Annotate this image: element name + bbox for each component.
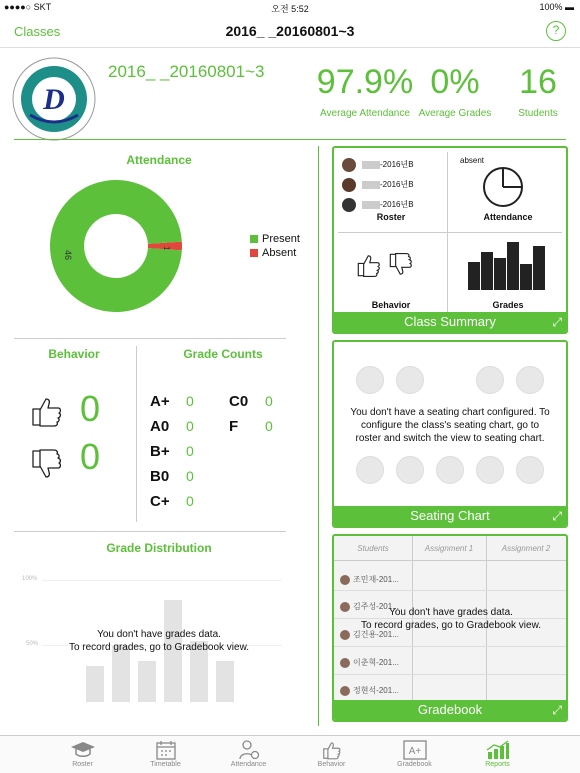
tab-roster-label: Roster — [72, 761, 93, 768]
battery-text: 100% ▬ — [539, 2, 574, 12]
avatar — [342, 178, 356, 192]
class-summary-title: Class Summary — [404, 314, 496, 329]
expand-icon[interactable]: ⤢ — [552, 703, 562, 717]
bar-chart-icon — [468, 242, 546, 290]
present-swatch — [250, 235, 258, 243]
grade-row: F 0 — [229, 418, 273, 435]
average-grades-label: Average Grades — [418, 108, 492, 119]
tab-behavior-label: Behavior — [317, 761, 346, 768]
seat-placeholder — [476, 366, 504, 394]
seat-placeholder — [516, 366, 544, 394]
divider-grades — [14, 531, 286, 532]
absent-swatch — [250, 249, 258, 257]
grade-row: B0 0 — [150, 468, 194, 485]
legend-absent-label: Absent — [262, 247, 297, 259]
gradebook-col-assignment1: Assignment 1 — [424, 544, 474, 553]
gradebook-message-line1: You don't have grades data. — [389, 607, 513, 618]
average-grades-value: 0% — [430, 63, 480, 101]
tab-bar — [0, 735, 580, 773]
legend-present-label: Present — [262, 233, 300, 245]
tab-reports-label: Reports — [485, 761, 510, 768]
present-count-label: 46 — [63, 250, 73, 261]
status-bar — [0, 0, 580, 16]
seat-placeholder — [356, 366, 384, 394]
average-attendance-value: 97.9% — [316, 63, 414, 101]
placeholder-bar — [112, 646, 130, 702]
tab-attendance-label: Attendance — [230, 761, 267, 768]
svg-text:D: D — [43, 83, 65, 116]
grid-line-top — [42, 580, 282, 581]
expand-icon[interactable]: ⤢ — [552, 315, 562, 329]
reports-chart-icon — [486, 740, 510, 760]
gradebook-row: 정현석-201... — [340, 685, 399, 696]
seating-chart-title: Seating Chart — [410, 508, 490, 523]
legend-present — [250, 233, 300, 245]
summary-attendance-label: Attendance — [483, 212, 533, 222]
page-title: 2016_ _20160801~3 — [225, 23, 355, 39]
seat-placeholder — [436, 456, 464, 484]
grade-counts-title: Grade Counts — [183, 347, 263, 361]
seat-placeholder — [356, 456, 384, 484]
tick-label-mid: 50% — [26, 641, 39, 647]
placeholder-bar — [138, 661, 156, 702]
roster-preview-item: -2016년B — [342, 198, 414, 218]
seating-chart-bar — [334, 506, 566, 526]
gradebook-message-line2: To record grades, go to Gradebook view. — [360, 620, 542, 631]
average-attendance-stat — [316, 62, 414, 119]
thumbs-up-icon — [322, 740, 342, 760]
tab-behavior[interactable] — [290, 736, 373, 773]
tab-gradebook[interactable] — [373, 736, 456, 773]
gradebook-row: 이춘혁-201... — [340, 657, 399, 668]
grade-row: A0 0 — [150, 418, 194, 435]
attendance-donut-chart — [48, 178, 184, 314]
school-logo — [12, 57, 96, 141]
divider-behavior-grades — [136, 346, 137, 522]
divider-attendance — [14, 338, 286, 339]
clock-text: 오전 5:52 — [271, 4, 309, 14]
seat-placeholder — [516, 456, 544, 484]
tab-timetable[interactable] — [124, 736, 207, 773]
tab-roster[interactable] — [41, 736, 124, 773]
gradebook-title: Gradebook — [417, 702, 483, 717]
svg-text:A+: A+ — [408, 746, 421, 757]
seat-placeholder — [476, 456, 504, 484]
absent-count-label: 1 — [162, 246, 171, 251]
roster-preview-item: -2016년B — [342, 178, 414, 198]
roster-preview — [342, 158, 414, 218]
placeholder-bar — [216, 661, 234, 702]
attendance-person-icon — [239, 740, 259, 760]
class-summary-bar — [334, 312, 566, 332]
summary-roster-label: Roster — [376, 212, 406, 222]
gradebook-icon — [403, 740, 427, 760]
gradebook-header-line — [334, 560, 568, 561]
summary-grades-label: Grades — [492, 300, 524, 310]
grade-row: C0 0 — [229, 393, 273, 410]
gradebook-row: 김건용-201... — [340, 629, 399, 640]
class-name: 2016_ _20160801~3 — [108, 62, 265, 81]
summary-vdivider — [447, 152, 448, 312]
gradebook-empty-message — [334, 606, 568, 632]
seat-placeholder — [396, 456, 424, 484]
avatar — [342, 158, 356, 172]
grade-row: C+ 0 — [150, 493, 194, 510]
help-icon[interactable]: ? — [546, 21, 566, 41]
placeholder-bar — [86, 666, 104, 702]
seat-placeholder — [396, 366, 424, 394]
average-grades-stat — [412, 62, 498, 119]
navigation-bar — [0, 16, 580, 48]
gradebook-row: 김주성-201... — [340, 601, 399, 612]
expand-icon[interactable]: ⤢ — [552, 509, 562, 523]
gradebook-card[interactable] — [332, 534, 568, 722]
grade-distribution-message-line2: To record grades, go to Gradebook view. — [68, 642, 250, 653]
column-divider — [318, 146, 319, 726]
average-attendance-label: Average Attendance — [320, 108, 410, 119]
graduation-cap-icon — [70, 741, 96, 759]
pie-chart-icon — [482, 166, 524, 208]
calendar-icon — [156, 740, 176, 760]
class-summary-card[interactable] — [332, 146, 568, 334]
grade-distribution-empty-message — [14, 628, 304, 654]
gradebook-col-students: Students — [357, 544, 389, 553]
tab-timetable-label: Timetable — [150, 761, 181, 768]
grade-counts-right-list — [229, 393, 273, 443]
avatar — [342, 198, 356, 212]
attendance-panel-title: Attendance — [126, 153, 192, 167]
gradebook-row: 조민재-201... — [340, 574, 399, 585]
grade-row: A+ 0 — [150, 393, 194, 410]
summary-hdivider — [338, 232, 562, 233]
header-divider — [14, 139, 566, 140]
carrier-text: ●●●●○ SKT — [4, 2, 52, 12]
positive-behavior-count: 0 — [80, 388, 101, 429]
seating-chart-empty-message: You don't have a seating chart configured. To configure the class's seating chart, go to roster and switch the view to seating chart. — [350, 407, 550, 444]
behavior-panel-title: Behavior — [48, 347, 100, 361]
classes-back-button[interactable]: Classes — [14, 24, 61, 39]
students-label: Students — [518, 108, 558, 119]
grade-distribution-message-line1: You don't have grades data. — [97, 629, 221, 640]
gradebook-col-assignment2: Assignment 2 — [501, 544, 551, 553]
thumbs-down-icon — [388, 252, 414, 278]
grade-row: B+ 0 — [150, 443, 194, 460]
grade-counts-left-list — [150, 393, 194, 518]
negative-behavior-count: 0 — [80, 436, 101, 477]
tick-label-top: 100% — [22, 576, 38, 582]
tab-reports[interactable] — [456, 736, 539, 773]
grade-distribution-title: Grade Distribution — [106, 541, 212, 555]
thumbs-down-icon — [30, 448, 64, 482]
summary-absent-label: absent — [460, 156, 485, 165]
seating-chart-card[interactable] — [332, 340, 568, 528]
tab-attendance[interactable] — [207, 736, 290, 773]
gradebook-bar — [334, 700, 566, 720]
summary-behavior-label: Behavior — [371, 300, 411, 310]
legend-absent — [250, 247, 296, 259]
thumbs-up-icon — [30, 394, 64, 428]
tab-gradebook-label: Gradebook — [397, 761, 432, 768]
thumbs-up-icon — [356, 252, 382, 278]
students-value: 16 — [519, 63, 557, 101]
roster-preview-item: -2016년B — [342, 158, 414, 178]
students-stat — [506, 62, 570, 119]
